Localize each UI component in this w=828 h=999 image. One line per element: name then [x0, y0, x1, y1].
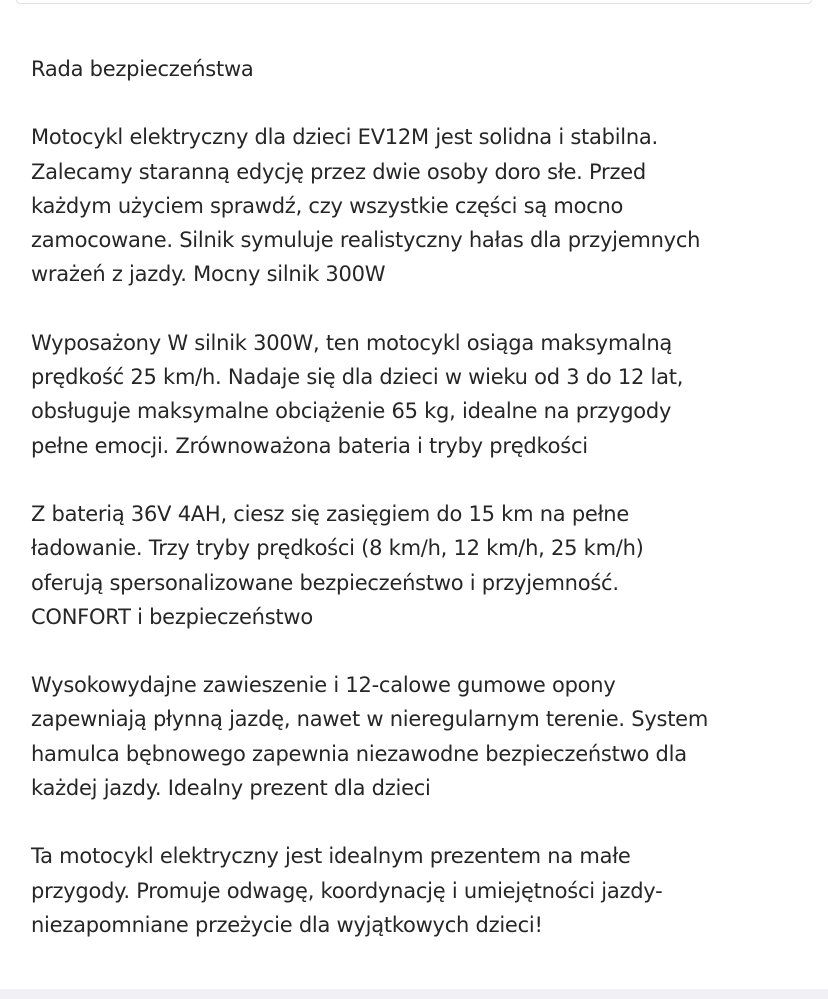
text-line: oferują spersonalizowane bezpieczeństwo i przyjemność. — [31, 570, 619, 595]
product-description — [31, 52, 811, 976]
text-line: zapewniają płynną jazdę, nawet w nieregularnym terenie. System — [31, 707, 709, 732]
paragraph-motor — [31, 326, 811, 463]
text-line: niezapomniane przeżycie dla wyjątkowych dzieci! — [31, 912, 543, 937]
text-line: wrażeń z jazdy. Mocny silnik 300W — [31, 262, 386, 287]
text-line: Ta motocykl elektryczny jest idealnym prezentem na małe — [31, 844, 631, 869]
paragraph-gift — [31, 839, 811, 942]
text-line: pełne emocji. Zrównoważona bateria i tryby prędkości — [31, 433, 588, 458]
text-line: Z baterią 36V 4AH, ciesz się zasięgiem do 15 km na pełne — [31, 501, 630, 526]
text-line: ładowanie. Trzy tryby prędkości (8 km/h, 12 km/h, 25 km/h) — [31, 536, 644, 561]
text-line: hamulca bębnowego zapewnia niezawodne bezpieczeństwo dla — [31, 741, 687, 766]
text-line: Wyposażony W silnik 300W, ten motocykl osiąga maksymalną — [31, 330, 673, 355]
text-line: Zalecamy staranną edycję przez dwie osoby doro słe. Przed — [31, 159, 646, 184]
top-card-edge — [16, 0, 812, 4]
text-line: Motocykl elektryczny dla dzieci EV12M jest solidna i stabilna. — [31, 125, 658, 150]
text-line: CONFORT i bezpieczeństwo — [31, 604, 313, 629]
text-line: każdym użyciem sprawdź, czy wszystkie części są mocno — [31, 193, 624, 218]
paragraph-stability — [31, 120, 811, 291]
paragraph-suspension — [31, 668, 811, 805]
text-line: prędkość 25 km/h. Nadaje się dla dzieci w wieku od 3 do 12 lat, — [31, 365, 684, 390]
text-line: zamocowane. Silnik symuluje realistyczny hałas dla przyjemnych — [31, 228, 701, 253]
paragraph-safety-heading — [31, 52, 811, 86]
text-line: każdej jazdy. Idealny prezent dla dzieci — [31, 776, 431, 801]
text-line: przygody. Promuje odwagę, koordynację i umiejętności jazdy- — [31, 878, 663, 903]
text-line: Rada bezpieczeństwa — [31, 57, 254, 81]
text-line: Wysokowydajne zawieszenie i 12-calowe gumowe opony — [31, 673, 616, 698]
paragraph-battery — [31, 497, 811, 634]
text-line: obsługuje maksymalne obciążenie 65 kg, idealne na przygody — [31, 399, 672, 424]
bottom-band — [0, 989, 828, 999]
